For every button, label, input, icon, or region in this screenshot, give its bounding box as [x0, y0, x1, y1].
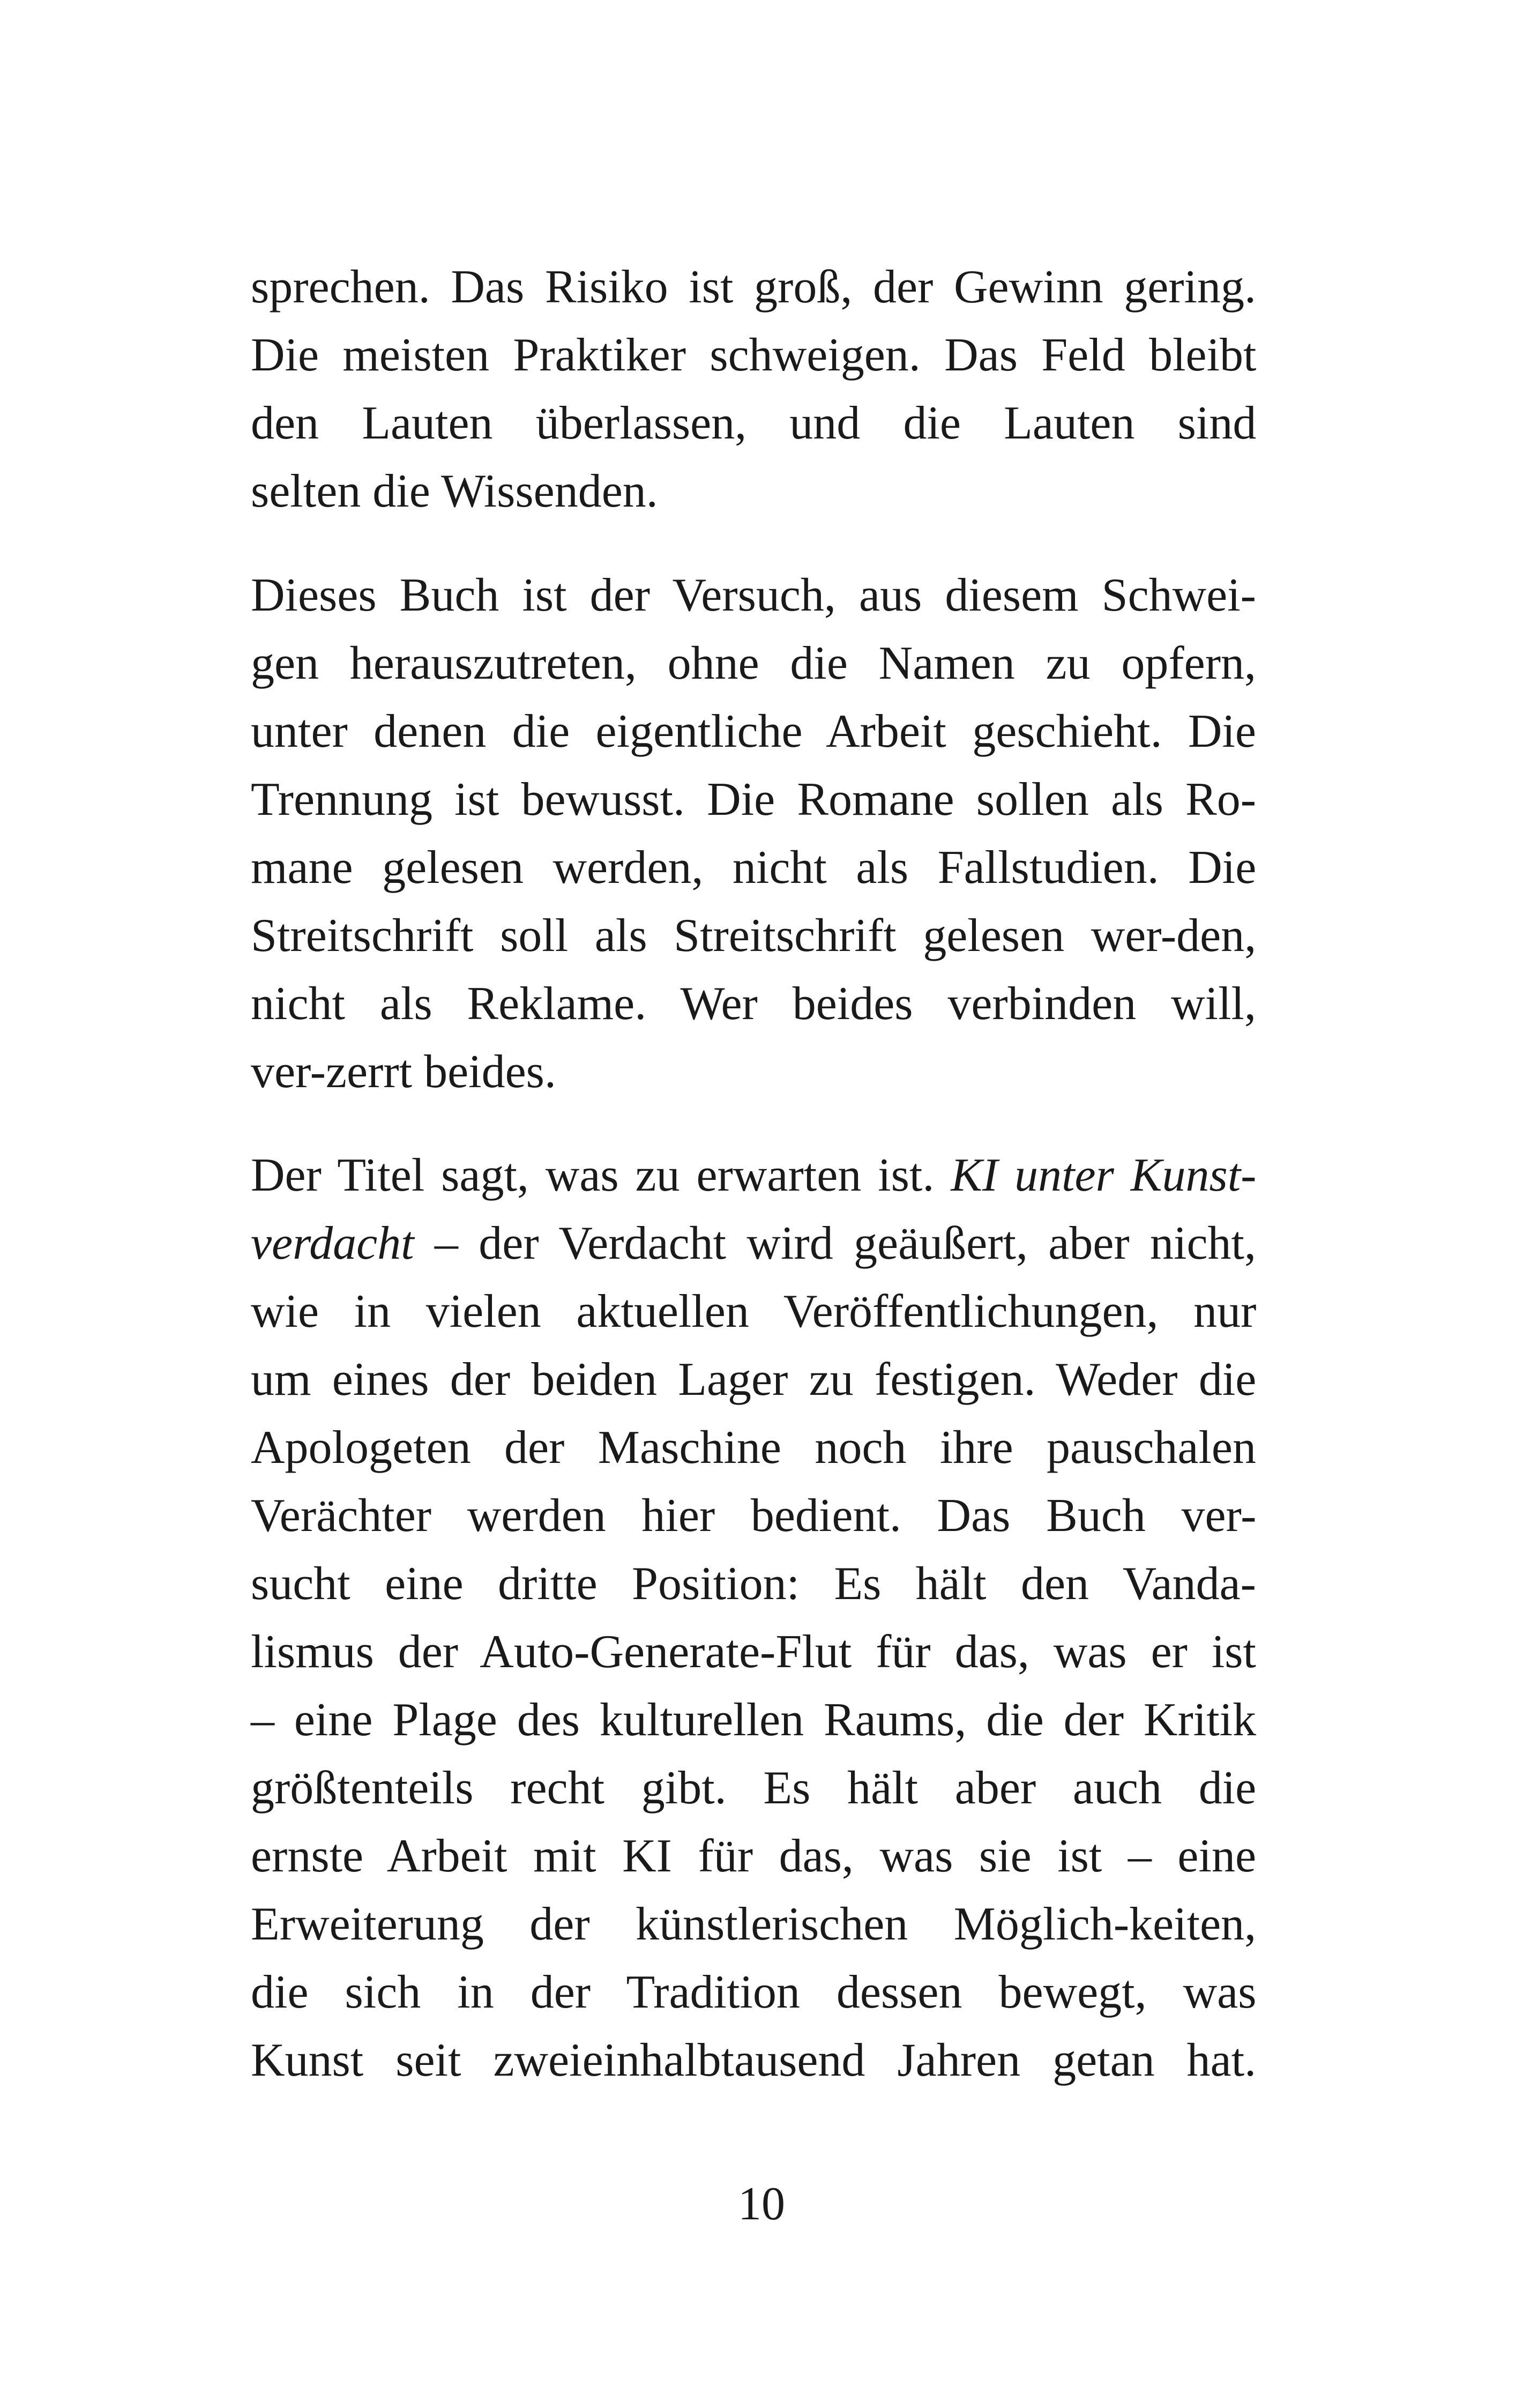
book-title-italic: KI unter Kunst- — [951, 1149, 1257, 1201]
text-line: unter denen die eigentliche Arbeit geschieht. Die — [251, 705, 1256, 757]
text-line: ernste Arbeit mit KI für das, was sie ist – eine — [251, 1830, 1256, 1882]
text-line: die sich in der Tradition dessen bewegt, was — [251, 1966, 1257, 2018]
book-title-italic: verdacht — [251, 1217, 414, 1269]
text-line: – eine Plage des kulturellen Raums, die der Kritik — [251, 1694, 1257, 1746]
text-line — [251, 1209, 1256, 1277]
text-line: lismus der Auto-Generate-Flut für das, was er ist — [251, 1626, 1256, 1678]
text-line: sucht eine dritte Position: Es hält den Vanda- — [251, 1558, 1256, 1610]
text-line: Kunst seit zweieinhalbtausend Jahren getan hat. — [251, 2034, 1257, 2086]
text-line: selten die Wissenden. — [251, 465, 658, 517]
text-line: um eines der beiden Lager zu festigen. Weder die — [251, 1354, 1257, 1406]
text-line: Streitschrift soll als Streitschrift gelesen wer-den, — [251, 910, 1257, 962]
text-line: nicht als Reklame. Wer beides verbinden will, — [251, 978, 1256, 1030]
text-line: den Lauten überlassen, und die Lauten sind — [251, 397, 1257, 449]
text-line: wie in vielen aktuellen Veröffentlichungen, nur — [251, 1285, 1257, 1337]
text-line: gen herauszutreten, ohne die Namen zu opfern, — [251, 637, 1256, 689]
text-line: Trennung ist bewusst. Die Romane sollen als Ro- — [251, 774, 1256, 826]
page-number: 10 — [738, 2178, 785, 2230]
text-line: Erweiterung der künstlerischen Möglich-keiten, — [251, 1898, 1257, 1950]
text-line: größtenteils recht gibt. Es hält aber auch die — [251, 1762, 1257, 1814]
text-line: sprechen. Das Risiko ist groß, der Gewinn gering. — [251, 261, 1256, 313]
text-line: Die meisten Praktiker schweigen. Das Feld bleibt — [251, 329, 1257, 381]
paragraph-2 — [251, 561, 1256, 1106]
text-line: Apologeten der Maschine noch ihre pauschalen — [251, 1422, 1256, 1474]
paragraph-1 — [251, 253, 1256, 525]
text-line — [251, 1141, 1256, 1209]
text-line: Verächter werden hier bedient. Das Buch ver- — [251, 1490, 1257, 1542]
text-line-rest: – der Verdacht wird geäußert, aber nicht, — [414, 1217, 1256, 1269]
text-line-prefix: Der Titel sagt, was zu erwarten ist. — [251, 1149, 951, 1201]
paragraph-3 — [251, 1141, 1256, 2094]
text-line: mane gelesen werden, nicht als Fallstudien. Die — [251, 842, 1257, 894]
text-line: ver-zerrt beides. — [251, 1046, 556, 1098]
text-line: Dieses Buch ist der Versuch, aus diesem Schwei- — [251, 569, 1256, 621]
